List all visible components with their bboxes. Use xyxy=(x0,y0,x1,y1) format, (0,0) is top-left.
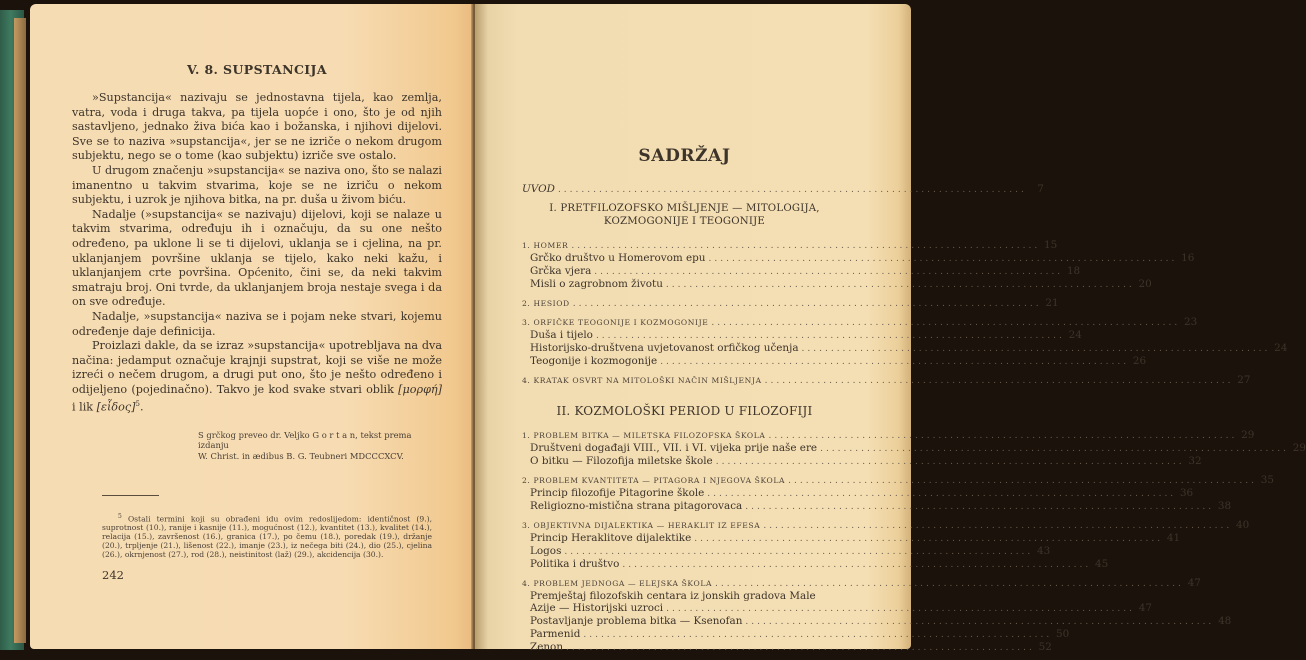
toc-section xyxy=(522,518,1250,532)
toc-entry-page: 32 xyxy=(1188,454,1202,467)
left-page-content xyxy=(72,62,442,462)
footnote-divider xyxy=(102,495,159,496)
toc-entry-page: 24 xyxy=(1068,329,1082,342)
toc-entry-label: Princip filozofije Pitagorine škole xyxy=(530,486,705,499)
toc-entry-label xyxy=(522,430,765,442)
toc-part-heading xyxy=(522,203,847,228)
toc-leader-dots: ................................................................................ xyxy=(566,642,1035,653)
toc-section-number: 2. xyxy=(522,299,531,309)
toc-entry-page: 50 xyxy=(1056,627,1070,640)
toc-subsection xyxy=(522,329,1082,342)
toc-section xyxy=(522,473,1274,487)
translator-note-line: S grčkog preveo dr. Veljko G o r t a n, tekst prema izdanju xyxy=(198,429,412,451)
toc-section-group xyxy=(522,239,1195,291)
greek-term-idea: [εἶδος] xyxy=(96,401,136,415)
toc-entry-page: 23 xyxy=(1184,316,1198,329)
toc-entry-text: OBJEKTIVNA DIJALEKTIKA — HERAKLIT IZ EFESA xyxy=(533,520,761,530)
toc-entry-page: 16 xyxy=(1181,252,1195,265)
translator-note xyxy=(198,430,442,462)
toc-section xyxy=(522,576,1201,590)
toc-section-group xyxy=(522,518,1250,571)
toc-entry-label: Politika i društvo xyxy=(530,557,620,570)
toc-leader-dots: ................................................................................ xyxy=(715,578,1184,589)
toc-entry-intro xyxy=(522,183,1044,196)
toc-entry-label: Azije — Historijski uzroci xyxy=(530,601,664,614)
toc-leader-dots: ................................................................................ xyxy=(801,344,1271,355)
toc-subsection xyxy=(522,557,1109,571)
toc-entry-page: 45 xyxy=(1094,557,1109,570)
toc-subsection xyxy=(522,531,1181,545)
greek-term-form: [μορφή] xyxy=(398,382,442,396)
toc-entry-page: 7 xyxy=(1037,183,1044,195)
toc-section-number: 3. xyxy=(522,318,531,328)
toc-subsection xyxy=(522,544,1051,558)
toc-subsection xyxy=(522,278,1152,291)
toc-entry-label: Religiozno-mistična strana pitagorovaca xyxy=(530,499,743,512)
toc-entry-label xyxy=(522,317,708,329)
toc-leader-dots: ................................................................................ xyxy=(564,546,1034,557)
toc-section-group xyxy=(522,316,1288,368)
toc-subsection xyxy=(522,499,1232,513)
toc-entry-label: Postavljanje problema bitka — Ksenofan xyxy=(530,614,743,627)
toc-section-number: 4. xyxy=(522,578,531,588)
toc-entry-page: 36 xyxy=(1179,486,1194,499)
toc-subsection xyxy=(522,601,1152,615)
toc-entry-page: 26 xyxy=(1132,355,1147,368)
toc-section-number: 1. xyxy=(522,241,531,251)
toc-entry-label: Parmenid xyxy=(530,627,581,640)
toc-section-number: 4. xyxy=(522,376,531,386)
toc-entry-text: PROBLEM KVANTITETA — PITAGORA I NJEGOVA ŠKOLA xyxy=(533,475,786,485)
toc-entry-label: Logos xyxy=(530,544,562,557)
toc-entry-text: HOMER xyxy=(533,241,569,251)
footnote-marker: 5 xyxy=(118,513,122,520)
toc-parts xyxy=(522,203,1306,654)
paragraph-text: Proizlazi dakle, da se izraz »supstancija« upotrebljava na dva načina: jedamput označuje krajnji supstrat, koji se više ne može izreći o nečem drugom, a drugi put ono, što je nešto određeno i odijeljeno (pojedinačno). Takvo je kod svake stvari oblik xyxy=(72,339,442,396)
toc-section-group xyxy=(522,374,1251,387)
toc-subsection xyxy=(522,342,1288,355)
toc-leader-dots: ................................................................................ xyxy=(763,520,1233,531)
toc-leader-dots: ................................................................................ xyxy=(820,443,1289,454)
toc-entry-label xyxy=(522,298,570,310)
toc-entry-label xyxy=(522,520,760,532)
toc-leader-dots: ................................................................................ xyxy=(745,501,1215,512)
toc-entry-label: Društveni događaji VIII., VII. i VI. vijeka prije naše ere xyxy=(530,441,818,454)
toc-section-number: 2. xyxy=(522,475,531,485)
toc-section xyxy=(522,316,1198,329)
toc-subsection xyxy=(522,355,1147,368)
toc-entry-text: HESIOD xyxy=(533,299,570,309)
toc-entry-text: PROBLEM JEDNOGA — ELEJSKA ŠKOLA xyxy=(533,578,713,588)
toc-entry-page: 38 xyxy=(1217,499,1232,512)
toc-entry-text: KRATAK OSVRT NA MITOLOŠKI NAČIN MIŠLJENJA xyxy=(533,376,762,386)
toc-part-heading xyxy=(522,405,847,418)
toc-section-group xyxy=(522,473,1274,513)
toc-part-heading-line: II. KOZMOLOŠKI PERIOD U FILOZOFIJI xyxy=(556,404,813,419)
table-of-contents xyxy=(522,146,1306,660)
toc-leader-dots: ................................................................................ xyxy=(557,185,1027,195)
toc-entry-page: 29 xyxy=(1241,428,1255,441)
toc-leader-dots: ................................................................................ xyxy=(708,254,1178,265)
toc-entry-label: Princip Heraklitove dijalektike xyxy=(530,531,692,544)
toc-entry-page: 40 xyxy=(1235,518,1250,531)
toc-entry-page: 35 xyxy=(1260,473,1274,486)
toc-leader-dots: ................................................................................ xyxy=(583,629,1053,640)
toc-subsection-line1 xyxy=(522,590,847,602)
toc-leader-dots: ................................................................................ xyxy=(788,475,1257,486)
toc-subsection xyxy=(522,252,1195,265)
toc-leader-dots: ................................................................................ xyxy=(571,241,1041,252)
toc-leader-dots: ................................................................................ xyxy=(666,603,1135,614)
toc-entry-label xyxy=(522,375,762,387)
toc-leader-dots: ................................................................................ xyxy=(694,533,1164,544)
toc-entry-page: 24 xyxy=(1274,342,1288,355)
page-block-edge xyxy=(14,18,26,643)
footnote-text: Ostali termini koji su obrađeni idu ovim redoslijedom: identičnost (9.), suprotnost (10.), ranije i kasnije (11.), mogućnost (12.), kvantitet (13.), kvalitet (14.), relacija (15.), završenost (16.), granica (17.), po čemu (18.), poredak (19.), držanje (20.), trpljenje (21.), lišenost (22.), imanje (23.), iz nečega biti (24.), dio (25.), cjelina (26.), okrnjenost (27.), rod (28.), neistinitost (laž) (29.), akcidencija (30.). xyxy=(102,514,432,559)
toc-entry-page: 47 xyxy=(1187,576,1201,589)
toc-entry-page: 21 xyxy=(1045,297,1059,310)
paragraph-end: . xyxy=(139,401,144,415)
paragraph: U drugom značenju »supstancija« se naziva ono, što se nalazi imanentno u takvim stvarima, koje se ne izriču o nekom subjektu, i uzrok je njihova bitka, na pr. duša u živom biću. xyxy=(72,163,442,207)
toc-entry-label: Teogonije i kozmogonije xyxy=(530,355,658,368)
translator-note-line: W. Christ. in ædibus B. G. Teubneri MDCCCXCV. xyxy=(198,450,404,461)
toc-entry-label: Premještaj filozofskih centara iz jonskih gradova Male xyxy=(530,589,816,602)
toc-leader-dots: ................................................................................ xyxy=(595,331,1065,342)
toc-entry-page: 15 xyxy=(1043,239,1058,252)
paragraph-last xyxy=(72,339,442,416)
toc-entry-label: UVOD xyxy=(522,183,555,195)
toc-subsection xyxy=(522,265,1081,278)
toc-leader-dots: ................................................................................ xyxy=(660,357,1130,368)
toc-entry-page: 41 xyxy=(1166,531,1181,544)
toc-entry-label: Historijsko-društvena uvjetovanost orfičkog učenja xyxy=(530,342,799,355)
toc-entry-label: Duša i tijelo xyxy=(530,329,593,342)
toc-entry-label: Zenon xyxy=(530,640,564,653)
toc-entry-label: O bitku — Filozofija miletske škole xyxy=(530,454,713,467)
toc-leader-dots: ................................................................................ xyxy=(745,616,1215,627)
toc-leader-dots: ................................................................................ xyxy=(594,267,1064,278)
paragraph: Nadalje, »supstancija« naziva se i pojam neke stvari, kojemu određenje daje definicija. xyxy=(72,309,442,338)
toc-section-number: 3. xyxy=(522,520,531,530)
toc-section-number: 1. xyxy=(522,430,531,440)
toc-entry-page: 43 xyxy=(1037,544,1051,557)
toc-leader-dots: ................................................................................ xyxy=(665,280,1135,291)
toc-entry-text: PROBLEM BITKA — MILETSKA FILOZOFSKA ŠKOLA xyxy=(533,430,766,440)
toc-entry-page: 47 xyxy=(1138,601,1152,614)
toc-entry-page: 29 xyxy=(1292,441,1306,454)
toc-subsection xyxy=(522,627,1070,641)
toc-section-group xyxy=(522,576,1232,654)
footnote-reference: 5 xyxy=(135,400,140,409)
toc-section xyxy=(522,374,1251,387)
toc-entry-label: Grčka vjera xyxy=(530,265,592,278)
toc-leader-dots: ................................................................................ xyxy=(711,318,1181,329)
toc-leader-dots: ................................................................................ xyxy=(715,456,1185,467)
toc-subsection xyxy=(522,486,1194,500)
toc-leader-dots: ................................................................................ xyxy=(768,430,1238,441)
toc-entry-label xyxy=(522,475,785,487)
toc-entry-page: 48 xyxy=(1218,614,1232,627)
toc-section-group xyxy=(522,297,1059,310)
toc-entry-page: 18 xyxy=(1066,265,1081,278)
toc-entry-page: 20 xyxy=(1138,278,1152,291)
paragraph: Nadalje (»supstancija« se nazivaju) dijelovi, koji se nalaze u takvim stvarima, određuju ih i označuju, da su one nešto određeno, pa uklone li se ti dijelovi, uklanja se i cjelina, na pr. uklanjanjem površine uklanja se tijelo, kako neki kažu, i uklanjanjem crte površina. Općenito, čini se, da neki takvim smatraju broj. Oni tvrde, da uklanjanjem broja nestaje svega i da on sve određuje. xyxy=(72,207,442,309)
toc-section xyxy=(522,428,1255,442)
chapter-heading: V. 8. SUPSTANCIJA xyxy=(187,62,327,77)
toc-leader-dots: ................................................................................ xyxy=(622,559,1092,570)
toc-section xyxy=(522,297,1059,310)
toc-section-group xyxy=(522,428,1306,468)
toc-part-heading-line: KOZMOGONIJE I TEOGONIJE xyxy=(603,215,766,227)
toc-subsection xyxy=(522,640,1052,654)
paragraph-text: i lik xyxy=(72,401,97,415)
toc-leader-dots: ................................................................................ xyxy=(572,299,1042,310)
toc-title: SADRŽAJ xyxy=(638,146,731,166)
toc-entry-text: ORFIČKE TEOGONIJE I KOZMOGONIJE xyxy=(533,318,709,328)
toc-subsection xyxy=(522,614,1232,628)
page-number: 242 xyxy=(102,568,124,582)
toc-entry-label: Misli o zagrobnom životu xyxy=(530,278,663,291)
toc-entry-page: 52 xyxy=(1038,640,1052,653)
toc-part-heading-line: I. PRETFILOZOFSKO MIŠLJENJE — MITOLOGIJA, xyxy=(549,203,820,214)
toc-leader-dots: ................................................................................ xyxy=(707,488,1177,499)
toc-section xyxy=(522,239,1058,252)
toc-entry-page: 27 xyxy=(1237,374,1251,387)
toc-subsection xyxy=(522,454,1202,468)
toc-entry-label xyxy=(522,240,568,252)
toc-leader-dots: ................................................................................ xyxy=(764,376,1234,387)
toc-entry-label: Grčko društvo u Homerovom epu xyxy=(530,252,706,265)
toc-subsection xyxy=(522,441,1306,455)
paragraph: »Supstancija« nazivaju se jednostavna tijela, kao zemlja, vatra, voda i druga takva, pa tijela uopće i ono, što je od njih sastavljeno, jednako živa bića kao i božanska, i njihovi dijelovi. Sve se to naziva »supstancija«, jer se ne izriče o nekom drugom subjektu, nego se o tome (kao subjektu) izriče sve ostalo. xyxy=(72,91,442,163)
toc-entry-label xyxy=(522,578,712,590)
footnote xyxy=(102,513,432,560)
